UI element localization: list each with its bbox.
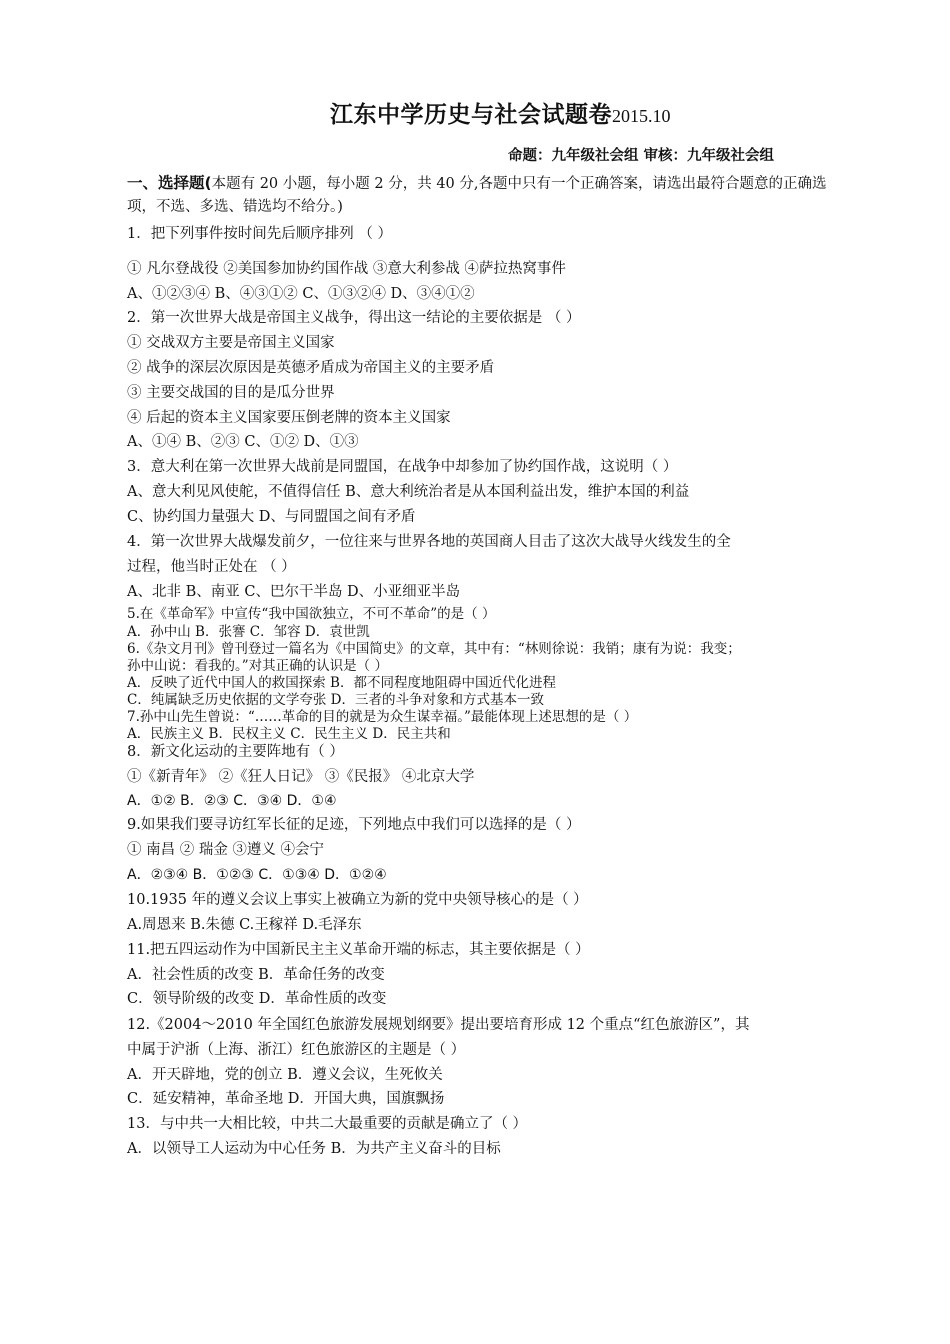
question-text: 10.1935 年的遵义会议上事实上被确立为新的党中央领导核心的是（ ） — [127, 892, 588, 908]
question-text: 12.《2004～2010 年全国红色旅游发展规划纲要》提出要培育形成 12 个重点“红色旅游区”，其 — [127, 1017, 750, 1033]
question-text: 4．第一次世界大战爆发前夕，一位往来与世界各地的英国商人目击了这次大战导火线发生的全 — [127, 534, 731, 550]
exam-title — [330, 96, 671, 129]
question-options: A．反映了近代中国人的救国探索 B．都不同程度地阻碍中国近代化进程 — [127, 675, 556, 691]
question-options: C．纯属缺乏历史依据的文学夸张 D．三者的斗争对象和方式基本一致 — [127, 692, 544, 708]
question-options: A．开天辟地，党的创立 B．遵义会议，生死攸关 — [127, 1067, 443, 1083]
question-options: A、意大利见风使舵，不值得信任 B、意大利统治者是从本国利益出发，维护本国的利益 — [127, 484, 690, 500]
question-options: A．以领导工人运动为中心任务 B．为共产主义奋斗的目标 — [127, 1141, 501, 1157]
question-options: A．①② B．②③ C．③④ D．①④ — [127, 793, 337, 809]
question-text: 7.孙中山先生曾说：“……革命的目的就是为众生谋幸福。”最能体现上述思想的是（ ） — [127, 709, 638, 725]
question-options: A、北非 B、南亚 C、巴尔干半岛 D、小亚细亚半岛 — [127, 584, 461, 600]
question-text: 9.如果我们要寻访红军长征的足迹，下列地点中我们可以选择的是（ ） — [127, 817, 581, 833]
question-text: 1．把下列事件按时间先后顺序排列 （ ） — [127, 226, 392, 242]
question-items: ① 南昌 ② 瑞金 ③遵义 ④会宁 — [127, 842, 325, 858]
question-text: 8．新文化运动的主要阵地有（ ） — [127, 744, 344, 760]
question-options: A.周恩来 B.朱德 C.王稼祥 D.毛泽东 — [127, 917, 362, 933]
question-text: 3．意大利在第一次世界大战前是同盟国，在战争中却参加了协约国作战，这说明（ ） — [127, 459, 678, 475]
question-text: 2．第一次世界大战是帝国主义战争，得出这一结论的主要依据是 （ ） — [127, 310, 581, 326]
question-options: A、①②③④ B、④③①② C、①③②④ D、③④①② — [127, 286, 475, 302]
question-text: 中属于沪浙（上海、浙江）红色旅游区的主题是（ ） — [127, 1042, 466, 1058]
question-items: ③ 主要交战国的目的是瓜分世界 — [127, 385, 335, 401]
section-heading — [127, 172, 827, 219]
question-options: A．②③④ B．①②③ C．①③④ D．①②④ — [127, 867, 387, 883]
question-options: A．孙中山 B．张謇 C．邹容 D．袁世凯 — [127, 624, 370, 640]
question-options: A．社会性质的改变 B．革命任务的改变 — [127, 967, 385, 983]
section-instructions: 本题有 20 小题，每小题 2 分，共 40 分,各题中只有一个正确答案，请选出最符合题意的正确选项，不选、多选、错选均不给分。) — [127, 176, 827, 215]
question-options: A、①④ B、②③ C、①② D、①③ — [127, 434, 359, 450]
question-text: 孙中山说：看我的。”对其正确的认识是（ ） — [127, 658, 388, 674]
exam-date: 2015.10 — [612, 106, 671, 126]
question-text: 5.在《革命军》中宣传“我中国欲独立，不可不革命”的是（ ） — [127, 606, 496, 622]
question-items: ① 凡尔登战役 ②美国参加协约国作战 ③意大利参战 ④萨拉热窝事件 — [127, 261, 566, 277]
question-items: ② 战争的深层次原因是英德矛盾成为帝国主义的主要矛盾 — [127, 360, 495, 376]
question-options: C．领导阶级的改变 D．革命性质的改变 — [127, 991, 387, 1007]
question-items: ① 交战双方主要是帝国主义国家 — [127, 335, 335, 351]
question-options: A．民族主义 B．民权主义 C．民生主义 D．民主共和 — [127, 726, 451, 742]
question-items: ④ 后起的资本主义国家要压倒老牌的资本主义国家 — [127, 410, 451, 426]
question-text: 过程，他当时正处在 （ ） — [127, 559, 296, 575]
exam-title-text: 江东中学历史与社会试题卷 — [330, 102, 612, 128]
section-title: 一、选择题( — [127, 174, 212, 192]
question-text: 11.把五四运动作为中国新民主主义革命开端的标志，其主要依据是（ ） — [127, 942, 590, 958]
question-options: C、协约国力量强大 D、与同盟国之间有矛盾 — [127, 509, 416, 525]
exam-credit: 命题：九年级社会组 审核：九年级社会组 — [508, 148, 775, 164]
question-text: 6.《杂文月刊》曾刊登过一篇名为《中国简史》的文章，其中有：“林则徐说：我销；康有为说：我变； — [127, 641, 741, 657]
question-options: C．延安精神，革命圣地 D．开国大典，国旗飘扬 — [127, 1091, 445, 1107]
question-items: ①《新青年》 ②《狂人日记》 ③《民报》 ④北京大学 — [127, 769, 475, 785]
question-text: 13．与中共一大相比较，中共二大最重要的贡献是确立了（ ） — [127, 1116, 528, 1132]
